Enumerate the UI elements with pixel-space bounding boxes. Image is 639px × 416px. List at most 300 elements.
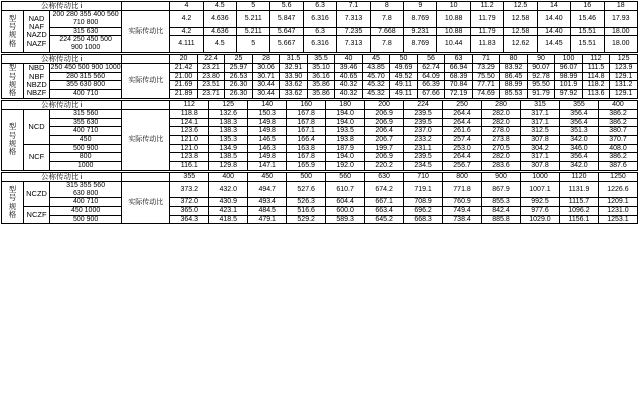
nominal-ratio-value: 11.2 bbox=[470, 2, 503, 11]
actual-ratio-value: 386.2 bbox=[598, 118, 637, 127]
actual-ratio-value: 11.83 bbox=[470, 36, 503, 52]
actual-ratio-value: 49.52 bbox=[390, 72, 418, 81]
actual-ratio-value: 149.8 bbox=[248, 153, 287, 162]
nominal-ratio-value: 1250 bbox=[598, 172, 637, 181]
actual-ratio-value: 8.769 bbox=[404, 11, 437, 27]
actual-ratio-value: 4.111 bbox=[170, 36, 203, 52]
actual-ratio-value: 129.1 bbox=[610, 72, 638, 81]
actual-ratio-value: 11.79 bbox=[470, 11, 503, 27]
nominal-ratio-value: 400 bbox=[598, 100, 637, 109]
spec-cell: 355 630 bbox=[50, 118, 122, 127]
actual-ratio-value: 49.11 bbox=[390, 90, 418, 99]
actual-ratio-value: 256.7 bbox=[443, 162, 482, 171]
ratio-table bbox=[1, 172, 638, 225]
actual-ratio-value: 771.8 bbox=[443, 182, 482, 198]
nominal-ratio-value: 5.6 bbox=[270, 2, 303, 11]
actual-ratio-value: 118.8 bbox=[170, 109, 209, 118]
actual-ratio-value: 97.92 bbox=[555, 90, 583, 99]
nominal-ratio-label: 公称传动比 i bbox=[2, 2, 122, 11]
actual-ratio-value: 600.0 bbox=[326, 207, 365, 216]
table-row bbox=[2, 63, 638, 72]
model-name-cell: NCF bbox=[24, 144, 50, 170]
actual-ratio-value: 231.1 bbox=[404, 144, 443, 153]
actual-ratio-value: 206.7 bbox=[365, 136, 404, 145]
actual-ratio-value: 239.5 bbox=[404, 109, 443, 118]
actual-ratio-value: 526.3 bbox=[287, 198, 326, 207]
actual-ratio-value: 10.88 bbox=[437, 11, 470, 27]
actual-ratio-value: 194.0 bbox=[326, 118, 365, 127]
actual-ratio-value: 199.7 bbox=[365, 144, 404, 153]
actual-ratio-value: 12.62 bbox=[504, 36, 537, 52]
actual-ratio-value: 33.90 bbox=[280, 72, 308, 81]
actual-ratio-value: 645.2 bbox=[365, 215, 404, 224]
actual-ratio-value: 131.2 bbox=[610, 81, 638, 90]
table-row bbox=[2, 198, 638, 207]
nominal-ratio-value: 28 bbox=[252, 54, 280, 63]
actual-ratio-value: 317.1 bbox=[521, 153, 560, 162]
nominal-ratio-value: 112 bbox=[170, 100, 209, 109]
actual-ratio-value: 237.0 bbox=[404, 127, 443, 136]
actual-ratio-value: 35.86 bbox=[307, 81, 335, 90]
actual-ratio-value: 7.8 bbox=[370, 11, 403, 27]
actual-ratio-value: 529.2 bbox=[287, 215, 326, 224]
actual-ratio-value: 351.3 bbox=[559, 127, 598, 136]
actual-ratio-value: 129.8 bbox=[209, 162, 248, 171]
actual-ratio-value: 760.9 bbox=[443, 198, 482, 207]
nominal-ratio-spacer bbox=[122, 100, 170, 109]
table-row bbox=[2, 81, 638, 90]
actual-ratio-value: 121.0 bbox=[170, 144, 209, 153]
actual-ratio-value: 264.4 bbox=[443, 109, 482, 118]
actual-ratio-value: 1115.7 bbox=[559, 198, 598, 207]
actual-ratio-value: 423.1 bbox=[209, 207, 248, 216]
actual-ratio-value: 66.94 bbox=[445, 63, 473, 72]
nominal-ratio-value: 355 bbox=[170, 172, 209, 181]
actual-ratio-value: 364.3 bbox=[170, 215, 209, 224]
actual-ratio-value: 6.3 bbox=[303, 27, 336, 36]
nominal-ratio-value: 560 bbox=[326, 172, 365, 181]
actual-ratio-value: 98.99 bbox=[555, 72, 583, 81]
nominal-ratio-value: 630 bbox=[365, 172, 404, 181]
actual-ratio-value: 66.39 bbox=[417, 81, 445, 90]
actual-ratio-value: 193.5 bbox=[326, 127, 365, 136]
nominal-ratio-value: 12.5 bbox=[504, 2, 537, 11]
actual-ratio-value: 23.21 bbox=[197, 63, 225, 72]
actual-ratio-value: 192.0 bbox=[326, 162, 365, 171]
nominal-ratio-value: 200 bbox=[365, 100, 404, 109]
nominal-ratio-spacer bbox=[122, 2, 170, 11]
actual-ratio-value: 356.4 bbox=[559, 153, 598, 162]
actual-ratio-value: 373.2 bbox=[170, 182, 209, 198]
nominal-ratio-value: 6.3 bbox=[303, 2, 336, 11]
actual-ratio-value: 5.211 bbox=[237, 11, 270, 27]
nominal-ratio-label: 公称传动比 i bbox=[2, 172, 122, 181]
actual-ratio-value: 194.0 bbox=[326, 153, 365, 162]
actual-ratio-value: 26.30 bbox=[225, 81, 253, 90]
actual-ratio-value: 73.29 bbox=[472, 63, 500, 72]
nominal-ratio-value: 35.5 bbox=[307, 54, 335, 63]
spec-cell: 400 710 bbox=[50, 90, 122, 99]
actual-ratio-value: 114.8 bbox=[582, 72, 610, 81]
actual-ratio-value: 663.4 bbox=[365, 207, 404, 216]
actual-ratio-value: 30.06 bbox=[252, 63, 280, 72]
nominal-ratio-value: 100 bbox=[555, 54, 583, 63]
actual-ratio-value: 121.0 bbox=[170, 136, 209, 145]
model-spec-vertical-label: 型 号 规 格 bbox=[2, 109, 24, 170]
actual-ratio-value: 9.231 bbox=[404, 27, 437, 36]
nominal-ratio-value: 710 bbox=[404, 172, 443, 181]
actual-ratio-value: 667.1 bbox=[365, 198, 404, 207]
actual-ratio-value: 167.8 bbox=[287, 109, 326, 118]
actual-ratio-value: 163.8 bbox=[287, 144, 326, 153]
actual-ratio-value: 123.8 bbox=[170, 153, 209, 162]
actual-ratio-value: 264.4 bbox=[443, 153, 482, 162]
actual-ratio-value: 346.0 bbox=[559, 144, 598, 153]
actual-ratio-value: 4.2 bbox=[170, 27, 203, 36]
actual-ratio-label: 实际传动比 bbox=[122, 11, 170, 52]
actual-ratio-value: 88.99 bbox=[500, 81, 528, 90]
actual-ratio-value: 1253.1 bbox=[598, 215, 637, 224]
nominal-ratio-spacer bbox=[122, 54, 170, 63]
actual-ratio-value: 35.86 bbox=[307, 90, 335, 99]
actual-ratio-value: 45.32 bbox=[362, 90, 390, 99]
nominal-ratio-value: 8 bbox=[370, 2, 403, 11]
actual-ratio-value: 5.211 bbox=[237, 27, 270, 36]
spec-cell: 500 900 bbox=[50, 144, 122, 153]
actual-ratio-value: 72.19 bbox=[445, 90, 473, 99]
nominal-ratio-value: 900 bbox=[482, 172, 521, 181]
nominal-ratio-value: 4.5 bbox=[203, 2, 236, 11]
actual-ratio-value: 386.2 bbox=[598, 153, 637, 162]
actual-ratio-value: 11.79 bbox=[470, 27, 503, 36]
actual-ratio-value: 49.69 bbox=[390, 63, 418, 72]
actual-ratio-value: 749.4 bbox=[443, 207, 482, 216]
actual-ratio-value: 4.5 bbox=[203, 36, 236, 52]
actual-ratio-value: 67.66 bbox=[417, 90, 445, 99]
actual-ratio-value: 1131.9 bbox=[559, 182, 598, 198]
actual-ratio-value: 149.8 bbox=[248, 127, 287, 136]
spec-cell: 450 1000 bbox=[50, 207, 122, 216]
actual-ratio-value: 220.2 bbox=[365, 162, 404, 171]
model-name-cell: NCZD bbox=[24, 182, 50, 207]
actual-ratio-value: 7.313 bbox=[337, 11, 370, 27]
model-spec-vertical-label: 型 号 规 格 bbox=[2, 63, 24, 98]
table-row bbox=[2, 215, 638, 224]
actual-ratio-value: 30.44 bbox=[252, 81, 280, 90]
spec-cell: 224 250 450 500 900 1000 bbox=[50, 36, 122, 52]
nominal-ratio-value: 71 bbox=[472, 54, 500, 63]
actual-ratio-value: 6.316 bbox=[303, 36, 336, 52]
actual-ratio-value: 113.6 bbox=[582, 90, 610, 99]
actual-ratio-value: 147.1 bbox=[248, 162, 287, 171]
actual-ratio-value: 21.00 bbox=[170, 72, 198, 81]
actual-ratio-value: 150.3 bbox=[248, 109, 287, 118]
model-spec-vertical-label: 型 号 规 格 bbox=[2, 182, 24, 224]
actual-ratio-value: 372.0 bbox=[170, 198, 209, 207]
nominal-ratio-header-row bbox=[2, 100, 638, 109]
spec-cell: 280 315 560 bbox=[50, 72, 122, 81]
actual-ratio-value: 855.3 bbox=[482, 198, 521, 207]
actual-ratio-value: 283.6 bbox=[482, 162, 521, 171]
spec-cell: 450 bbox=[50, 136, 122, 145]
table-row bbox=[2, 207, 638, 216]
actual-ratio-value: 74.69 bbox=[472, 90, 500, 99]
actual-ratio-value: 380.7 bbox=[598, 127, 637, 136]
actual-ratio-value: 146.3 bbox=[248, 144, 287, 153]
actual-ratio-value: 5 bbox=[237, 36, 270, 52]
actual-ratio-value: 261.6 bbox=[443, 127, 482, 136]
actual-ratio-label: 实际传动比 bbox=[122, 109, 170, 170]
actual-ratio-value: 45.32 bbox=[362, 81, 390, 90]
actual-ratio-value: 282.0 bbox=[482, 118, 521, 127]
actual-ratio-value: 708.9 bbox=[404, 198, 443, 207]
actual-ratio-value: 123.9 bbox=[610, 63, 638, 72]
nominal-ratio-value: 4 bbox=[170, 2, 203, 11]
actual-ratio-value: 167.8 bbox=[287, 153, 326, 162]
actual-ratio-value: 317.1 bbox=[521, 109, 560, 118]
actual-ratio-value: 206.4 bbox=[365, 127, 404, 136]
actual-ratio-value: 45.70 bbox=[362, 72, 390, 81]
actual-ratio-value: 165.9 bbox=[287, 162, 326, 171]
nominal-ratio-label: 公称传动比 i bbox=[2, 54, 122, 63]
actual-ratio-value: 282.0 bbox=[482, 109, 521, 118]
actual-ratio-value: 14.40 bbox=[537, 11, 570, 27]
nominal-ratio-value: 10 bbox=[437, 2, 470, 11]
nominal-ratio-value: 45 bbox=[362, 54, 390, 63]
actual-ratio-value: 7.8 bbox=[370, 36, 403, 52]
actual-ratio-value: 1096.2 bbox=[559, 207, 598, 216]
ratio-table bbox=[1, 1, 638, 53]
nominal-ratio-value: 14 bbox=[537, 2, 570, 11]
nominal-ratio-header-row bbox=[2, 54, 638, 63]
actual-ratio-value: 5.667 bbox=[270, 36, 303, 52]
actual-ratio-value: 370.7 bbox=[598, 136, 637, 145]
nominal-ratio-value: 280 bbox=[482, 100, 521, 109]
nominal-ratio-value: 160 bbox=[287, 100, 326, 109]
actual-ratio-value: 14.45 bbox=[537, 36, 570, 52]
actual-ratio-value: 18.00 bbox=[604, 36, 637, 52]
actual-ratio-value: 430.9 bbox=[209, 198, 248, 207]
actual-ratio-value: 123.6 bbox=[170, 127, 209, 136]
spec-cell: 500 900 bbox=[50, 215, 122, 224]
actual-ratio-value: 25.97 bbox=[225, 63, 253, 72]
actual-ratio-value: 15.51 bbox=[571, 36, 604, 52]
spec-cell: 200 280 355 400 560 710 800 bbox=[50, 11, 122, 27]
actual-ratio-value: 193.8 bbox=[326, 136, 365, 145]
actual-ratio-value: 356.4 bbox=[559, 118, 598, 127]
table-row bbox=[2, 118, 638, 127]
actual-ratio-value: 138.3 bbox=[209, 118, 248, 127]
table-row bbox=[2, 153, 638, 162]
actual-ratio-label: 实际传动比 bbox=[122, 182, 170, 224]
ratio-table bbox=[1, 54, 638, 99]
actual-ratio-value: 23.80 bbox=[197, 72, 225, 81]
actual-ratio-value: 187.9 bbox=[326, 144, 365, 153]
spec-cell: 1000 bbox=[50, 162, 122, 171]
actual-ratio-value: 83.92 bbox=[500, 63, 528, 72]
spec-cell: 800 bbox=[50, 153, 122, 162]
actual-ratio-value: 166.4 bbox=[287, 136, 326, 145]
actual-ratio-value: 342.0 bbox=[559, 136, 598, 145]
nominal-ratio-header-row bbox=[2, 2, 638, 11]
actual-ratio-value: 257.4 bbox=[443, 136, 482, 145]
nominal-ratio-value: 180 bbox=[326, 100, 365, 109]
nominal-ratio-value: 315 bbox=[521, 100, 560, 109]
spec-cell: 400 710 bbox=[50, 127, 122, 136]
actual-ratio-value: 408.0 bbox=[598, 144, 637, 153]
nominal-ratio-value: 40 bbox=[335, 54, 363, 63]
table-row bbox=[2, 90, 638, 99]
model-spec-vertical-label: 型 号 规 格 bbox=[2, 11, 24, 52]
actual-ratio-value: 418.5 bbox=[209, 215, 248, 224]
actual-ratio-value: 604.4 bbox=[326, 198, 365, 207]
nominal-ratio-value: 1000 bbox=[521, 172, 560, 181]
actual-ratio-value: 30.44 bbox=[252, 90, 280, 99]
actual-ratio-value: 234.5 bbox=[404, 162, 443, 171]
actual-ratio-value: 86.45 bbox=[500, 72, 528, 81]
actual-ratio-value: 719.1 bbox=[404, 182, 443, 198]
actual-ratio-value: 992.5 bbox=[521, 198, 560, 207]
actual-ratio-value: 282.0 bbox=[482, 153, 521, 162]
actual-ratio-value: 5.847 bbox=[270, 11, 303, 27]
nominal-ratio-value: 9 bbox=[404, 2, 437, 11]
actual-ratio-value: 494.7 bbox=[248, 182, 287, 198]
actual-ratio-value: 432.0 bbox=[209, 182, 248, 198]
model-name-cell: NCZF bbox=[24, 207, 50, 224]
actual-ratio-value: 668.3 bbox=[404, 215, 443, 224]
actual-ratio-value: 356.4 bbox=[559, 109, 598, 118]
actual-ratio-value: 1209.1 bbox=[598, 198, 637, 207]
nominal-ratio-label: 公称传动比 i bbox=[2, 100, 122, 109]
actual-ratio-value: 365.0 bbox=[170, 207, 209, 216]
nominal-ratio-value: 400 bbox=[209, 172, 248, 181]
actual-ratio-value: 273.8 bbox=[482, 136, 521, 145]
spec-cell: 250 450 500 900 1000 bbox=[50, 63, 121, 71]
actual-ratio-value: 253.0 bbox=[443, 144, 482, 153]
actual-ratio-value: 26.30 bbox=[225, 90, 253, 99]
actual-ratio-value: 7.235 bbox=[337, 27, 370, 36]
actual-ratio-value: 10.88 bbox=[437, 27, 470, 36]
actual-ratio-value: 111.5 bbox=[582, 63, 610, 72]
nominal-ratio-value: 31.5 bbox=[280, 54, 308, 63]
nominal-ratio-value: 800 bbox=[443, 172, 482, 181]
actual-ratio-value: 149.8 bbox=[248, 118, 287, 127]
actual-ratio-value: 317.1 bbox=[521, 118, 560, 127]
actual-ratio-value: 40.32 bbox=[335, 90, 363, 99]
actual-ratio-value: 5.647 bbox=[270, 27, 303, 36]
actual-ratio-value: 307.8 bbox=[521, 162, 560, 171]
actual-ratio-value: 62.74 bbox=[417, 63, 445, 72]
nominal-ratio-value: 56 bbox=[417, 54, 445, 63]
actual-ratio-value: 92.78 bbox=[527, 72, 555, 81]
actual-ratio-value: 17.93 bbox=[604, 11, 637, 27]
actual-ratio-value: 70.84 bbox=[445, 81, 473, 90]
actual-ratio-value: 206.9 bbox=[365, 109, 404, 118]
nominal-ratio-value: 125 bbox=[209, 100, 248, 109]
actual-ratio-value: 307.8 bbox=[521, 136, 560, 145]
nominal-ratio-value: 16 bbox=[571, 2, 604, 11]
nominal-ratio-value: 5 bbox=[237, 2, 270, 11]
actual-ratio-value: 1007.1 bbox=[521, 182, 560, 198]
nominal-ratio-value: 20 bbox=[170, 54, 198, 63]
nominal-ratio-value: 140 bbox=[248, 100, 287, 109]
actual-ratio-value: 134.9 bbox=[209, 144, 248, 153]
spec-cell: 315 630 bbox=[50, 27, 122, 36]
model-name-cell: NBD NBF NBZD NBZF bbox=[24, 63, 50, 98]
actual-ratio-value: 610.7 bbox=[326, 182, 365, 198]
actual-ratio-value: 68.39 bbox=[445, 72, 473, 81]
actual-ratio-value: 1156.1 bbox=[559, 215, 598, 224]
actual-ratio-value: 40.65 bbox=[335, 72, 363, 81]
actual-ratio-value: 387.6 bbox=[598, 162, 637, 171]
actual-ratio-value: 138.3 bbox=[209, 127, 248, 136]
actual-ratio-value: 85.53 bbox=[500, 90, 528, 99]
actual-ratio-value: 39.46 bbox=[335, 63, 363, 72]
table-row bbox=[2, 11, 638, 27]
nominal-ratio-header-row bbox=[2, 172, 638, 181]
model-name-cell: NCD bbox=[24, 109, 50, 144]
actual-ratio-value: 101.9 bbox=[555, 81, 583, 90]
actual-ratio-value: 6.316 bbox=[303, 11, 336, 27]
table-row bbox=[2, 144, 638, 153]
actual-ratio-value: 312.5 bbox=[521, 127, 560, 136]
actual-ratio-value: 138.5 bbox=[209, 153, 248, 162]
actual-ratio-value: 239.5 bbox=[404, 153, 443, 162]
actual-ratio-value: 167.1 bbox=[287, 127, 326, 136]
actual-ratio-value: 26.53 bbox=[225, 72, 253, 81]
actual-ratio-value: 36.16 bbox=[307, 72, 335, 81]
actual-ratio-value: 4.636 bbox=[203, 27, 236, 36]
actual-ratio-value: 1231.0 bbox=[598, 207, 637, 216]
tables-root bbox=[0, 1, 639, 224]
actual-ratio-value: 484.5 bbox=[248, 207, 287, 216]
spec-cell: 315 560 bbox=[50, 109, 122, 118]
model-name-cell: NAD NAF NAZD NAZF bbox=[24, 11, 50, 52]
actual-ratio-value: 7.668 bbox=[370, 27, 403, 36]
actual-ratio-value: 33.62 bbox=[280, 90, 308, 99]
nominal-ratio-value: 1120 bbox=[559, 172, 598, 181]
actual-ratio-value: 194.0 bbox=[326, 109, 365, 118]
actual-ratio-value: 77.71 bbox=[472, 81, 500, 90]
actual-ratio-value: 4.2 bbox=[170, 11, 203, 27]
actual-ratio-value: 842.4 bbox=[482, 207, 521, 216]
actual-ratio-value: 35.10 bbox=[307, 63, 335, 72]
actual-ratio-value: 135.3 bbox=[209, 136, 248, 145]
spec-cell: 355 630 800 bbox=[50, 81, 122, 90]
actual-ratio-value: 7.313 bbox=[337, 36, 370, 52]
actual-ratio-value: 738.4 bbox=[443, 215, 482, 224]
nominal-ratio-value: 250 bbox=[443, 100, 482, 109]
actual-ratio-value: 1029.0 bbox=[521, 215, 560, 224]
nominal-ratio-value: 355 bbox=[559, 100, 598, 109]
actual-ratio-value: 885.8 bbox=[482, 215, 521, 224]
actual-ratio-value: 206.9 bbox=[365, 118, 404, 127]
table-row bbox=[2, 109, 638, 118]
actual-ratio-value: 264.4 bbox=[443, 118, 482, 127]
actual-ratio-value: 15.46 bbox=[571, 11, 604, 27]
nominal-ratio-value: 500 bbox=[287, 172, 326, 181]
actual-ratio-value: 12.58 bbox=[504, 11, 537, 27]
actual-ratio-value: 124.1 bbox=[170, 118, 209, 127]
nominal-ratio-value: 450 bbox=[248, 172, 287, 181]
actual-ratio-value: 91.79 bbox=[527, 90, 555, 99]
table-row bbox=[2, 36, 638, 52]
actual-ratio-value: 589.3 bbox=[326, 215, 365, 224]
table-row bbox=[2, 136, 638, 145]
ratio-table bbox=[1, 100, 638, 171]
actual-ratio-value: 867.9 bbox=[482, 182, 521, 198]
actual-ratio-value: 64.09 bbox=[417, 72, 445, 81]
